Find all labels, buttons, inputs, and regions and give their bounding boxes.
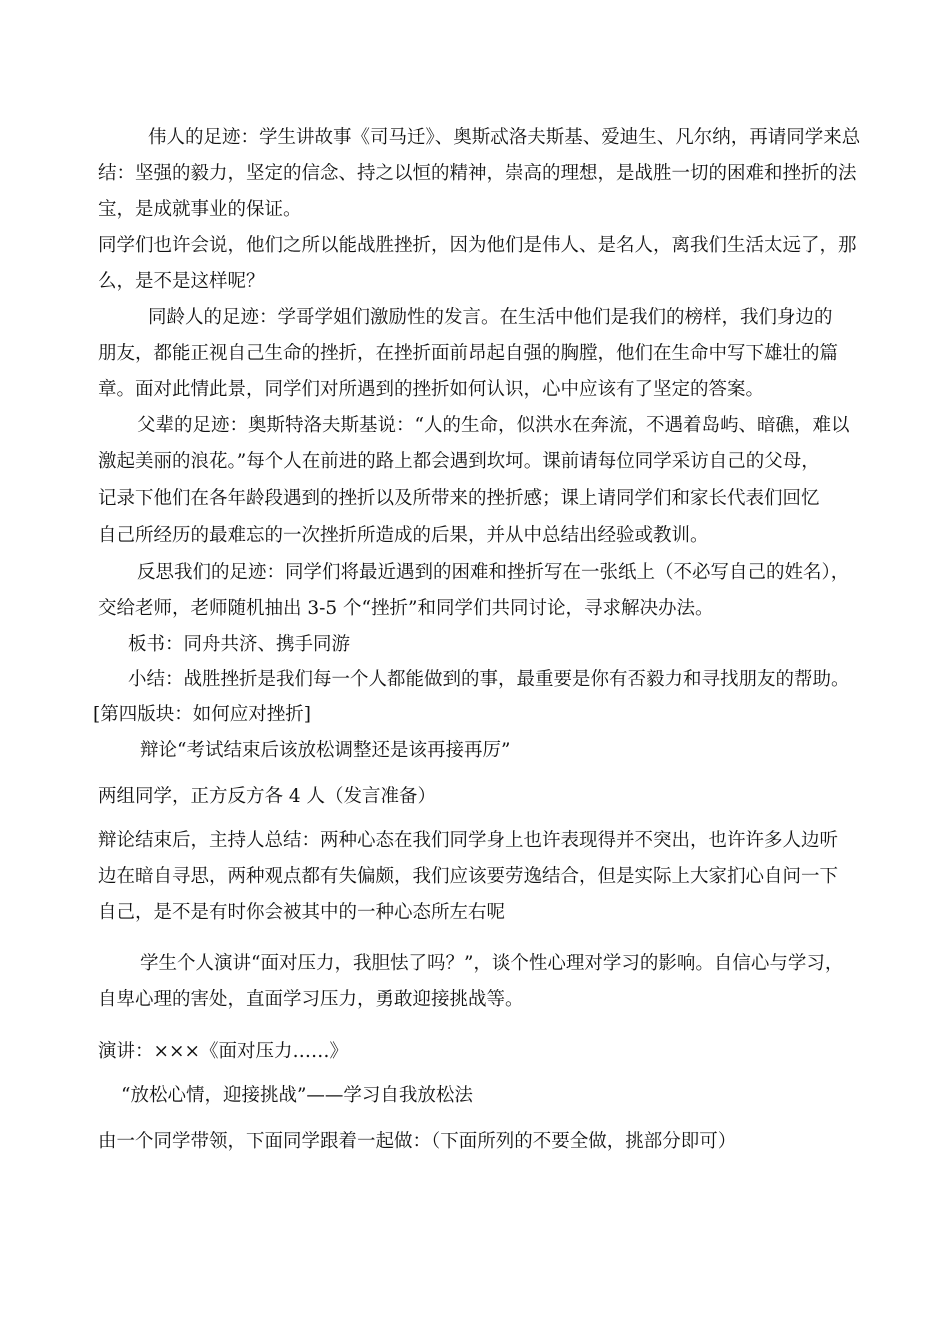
paragraph-line: 记录下他们在各年龄段遇到的挫折以及所带来的挫折感；课上请同学们和家长代表们回忆 <box>98 488 820 509</box>
paragraph-line: 宝，是成就事业的保证。 <box>98 199 302 220</box>
paragraph-line: 辩论结束后，主持人总结：两种心态在我们同学身上也许表现得并不突出，也许许多人边听 <box>98 830 839 851</box>
paragraph-line: 边在暗自寻思，两种观点都有失偏颇，我们应该要劳逸结合，但是实际上大家扪心自问一下 <box>98 866 839 887</box>
paragraph-line: 小结：战胜挫折是我们每一个人都能做到的事，最重要是你有否毅力和寻找朋友的帮助。 <box>128 669 850 690</box>
paragraph-line: 伟人的足迹：学生讲故事《司马迁》、奥斯忒洛夫斯基、爱迪生、凡尔纳，再请同学来总 <box>148 127 861 148</box>
paragraph-line: 交给老师，老师随机抽出 3-5 个“挫折”和同学们共同讨论，寻求解决办法。 <box>98 598 714 619</box>
paragraph-line: 同学们也许会说，他们之所以能战胜挫折，因为他们是伟人、是名人，离我们生活太远了，那 <box>98 235 857 256</box>
paragraph-line: 同龄人的足迹：学哥学姐们激励性的发言。在生活中他们是我们的榜样，我们身边的 <box>148 307 833 328</box>
paragraph-line: 激起美丽的浪花。”每个人在前进的路上都会遇到坎坷。课前请每位同学采访自己的父母， <box>98 451 820 472</box>
paragraph-line: 由一个同学带领，下面同学跟着一起做：（下面所列的不要全做，挑部分即可） <box>98 1131 737 1152</box>
paragraph-line: 两组同学，正方反方各 4 人（发言准备） <box>98 786 437 807</box>
paragraph-line: 自己所经历的最难忘的一次挫折所造成的后果，并从中总结出经验或教训。 <box>98 525 709 546</box>
paragraph-line: 学生个人演讲“面对压力，我胆怯了吗？”，谈个性心理对学习的影响。自信心与学习， <box>140 953 844 974</box>
paragraph-line: 父辈的足迹：奥斯特洛夫斯基说：“人的生命，似洪水在奔流，不遇着岛屿、暗礁，难以 <box>137 415 850 436</box>
paragraph-line: 反思我们的足迹：同学们将最近遇到的困难和挫折写在一张纸上（不必写自己的姓名）， <box>137 562 850 583</box>
paragraph-line: 自卑心理的害处，直面学习压力，勇敢迎接挑战等。 <box>98 989 524 1010</box>
paragraph-line: 章。面对此情此景，同学们对所遇到的挫折如何认识，心中应该有了坚定的答案。 <box>98 379 765 400</box>
section-heading: [第四版块：如何应对挫折] <box>93 704 311 725</box>
paragraph-line: 辩论“考试结束后该放松调整还是该再接再厉” <box>140 740 511 761</box>
paragraph-line: 板书：同舟共济、携手同游 <box>128 634 351 655</box>
paragraph-line: 么，是不是这样呢？ <box>98 271 265 292</box>
paragraph-line: 演讲：×××《面对压力……》 <box>98 1041 349 1062</box>
paragraph-line: 结：坚强的毅力，坚定的信念、持之以恒的精神，崇高的理想，是战胜一切的困难和挫折的法 <box>98 163 857 184</box>
paragraph-line: 朋友，都能正视自己生命的挫折，在挫折面前昂起自强的胸膛，他们在生命中写下雄壮的篇 <box>98 343 839 364</box>
paragraph-line: “放松心情，迎接挑战”——学习自我放松法 <box>121 1085 473 1106</box>
paragraph-line: 自己，是不是有时你会被其中的一种心态所左右呢 <box>98 902 506 923</box>
